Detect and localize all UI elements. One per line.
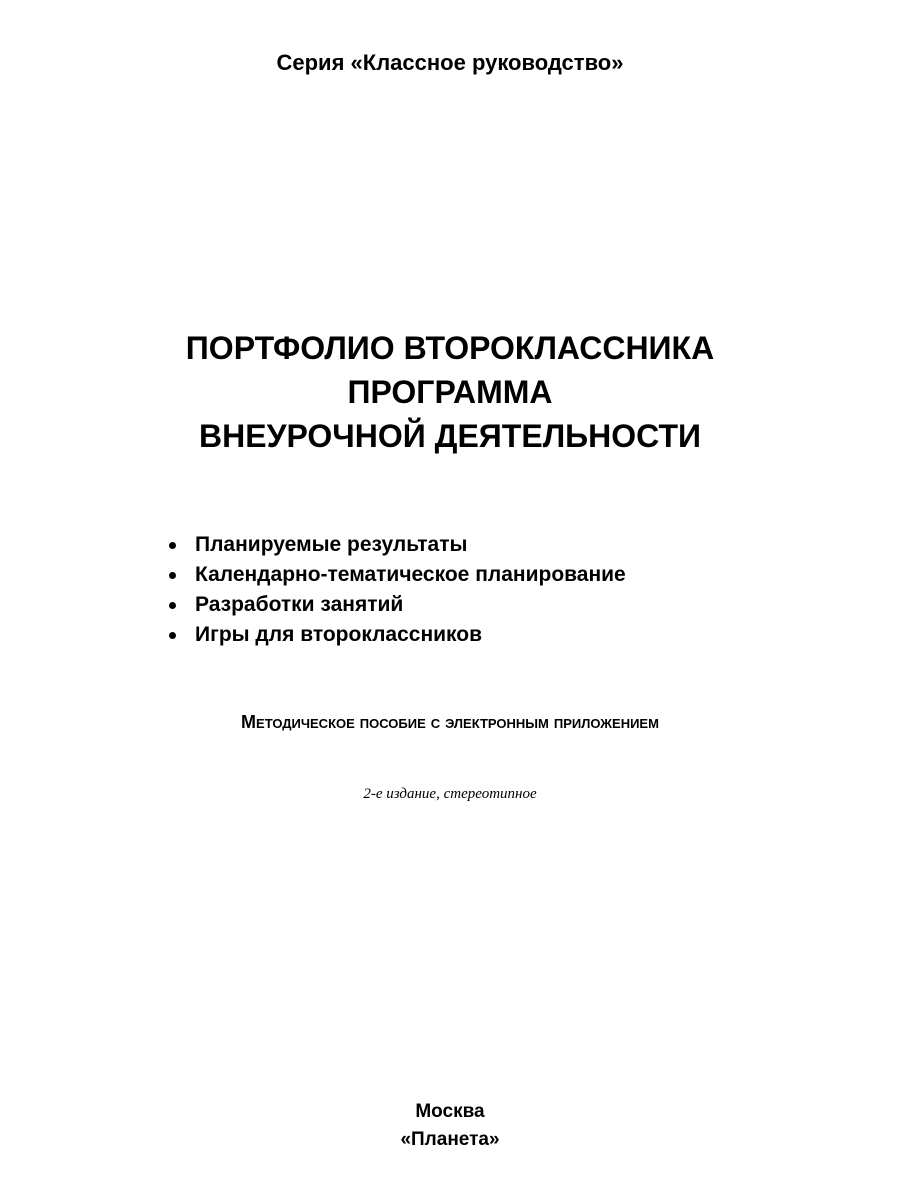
series-title: Серия «Классное руководство» bbox=[276, 50, 624, 75]
list-item-label: Календарно-тематическое планирование bbox=[195, 563, 626, 586]
title-line-1: ПОРТФОЛИО ВТОРОКЛАССНИКА bbox=[185, 330, 715, 366]
title-line-2: ПРОГРАММА bbox=[347, 374, 553, 410]
imprint-publisher: «Планета» bbox=[400, 1129, 500, 1150]
list-item bbox=[165, 620, 626, 650]
list-item bbox=[165, 560, 626, 590]
list-item-label: Игры для второклассников bbox=[195, 623, 483, 646]
bullet-icon bbox=[169, 632, 176, 639]
list-item bbox=[165, 590, 626, 620]
list-item-label: Планируемые результаты bbox=[195, 533, 468, 556]
list-item bbox=[165, 530, 626, 560]
bullet-icon bbox=[169, 602, 176, 609]
bullet-icon bbox=[169, 542, 176, 549]
contents-list bbox=[165, 530, 626, 650]
imprint bbox=[0, 1098, 900, 1154]
imprint-city: Москва bbox=[415, 1101, 485, 1122]
book-title bbox=[0, 326, 900, 458]
subtitle bbox=[0, 712, 900, 733]
bullet-icon bbox=[169, 572, 176, 579]
edition-note: 2-е издание, стереотипное bbox=[363, 786, 537, 802]
title-line-3: ВНЕУРОЧНОЙ ДЕЯТЕЛЬНОСТИ bbox=[199, 418, 701, 454]
subtitle-text: Методическое пособие с электронным приложением bbox=[241, 712, 659, 732]
list-item-label: Разработки занятий bbox=[195, 593, 404, 616]
